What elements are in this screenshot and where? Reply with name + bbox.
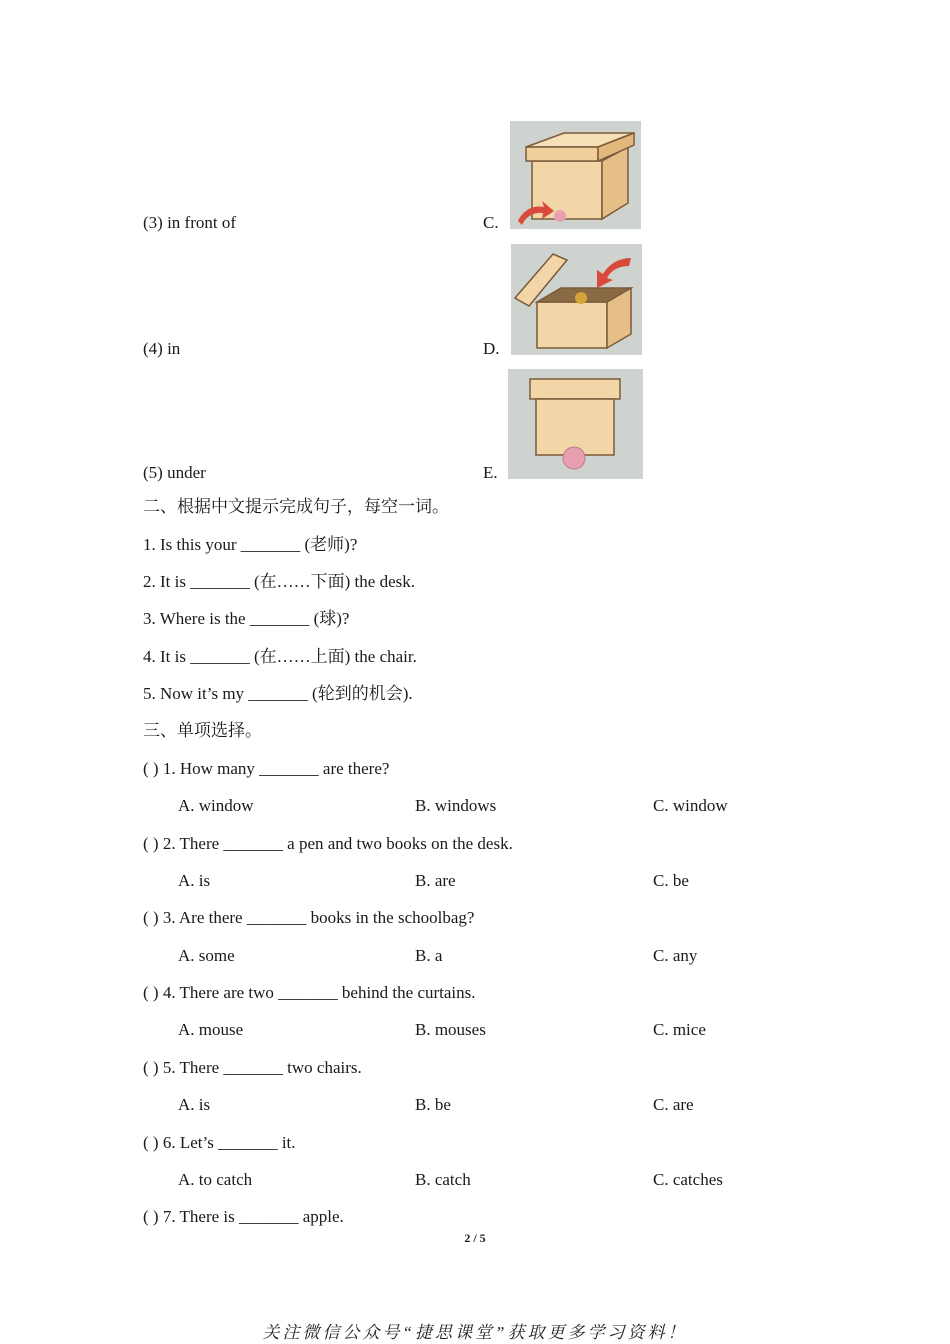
section2-heading: 二、根据中文提示完成句子，每空一词。 [143,497,449,516]
q4-option-b: B. mouses [415,1020,486,1039]
fill-item-1: 1. Is this your _______ (老师)? [143,535,358,554]
q1-option-c: C. window [653,796,728,815]
match-term-4: (4) in [143,339,181,358]
fill-item-2: 2. It is _______ (在……下面) the desk. [143,572,415,591]
box-ball-under-picture [508,369,643,479]
question-7: ( ) 7. There is _______ apple. [143,1207,344,1226]
question-2: ( ) 2. There _______ a pen and two books on the desk. [143,834,513,853]
q2-option-c: C. be [653,871,689,890]
match-term-5: (5) under [143,463,206,482]
question-1: ( ) 1. How many _______ are there? [143,759,390,778]
q1-option-b: B. windows [415,796,497,815]
footer-note: 关注微信公众号“捷思课堂”获取更多学习资料！ [262,1323,688,1342]
q4-option-a: A. mouse [178,1020,244,1039]
fill-item-5: 5. Now it’s my _______ (轮到的机会). [143,684,413,703]
question-5: ( ) 5. There _______ two chairs. [143,1058,362,1077]
fill-item-4: 4. It is _______ (在……上面) the chair. [143,647,417,666]
section3-heading: 三、单项选择。 [143,721,262,740]
q6-option-c: C. catches [653,1170,723,1189]
q3-option-b: B. a [415,946,443,965]
question-4: ( ) 4. There are two _______ behind the curtains. [143,983,476,1002]
match-letter-e: E. [483,463,498,482]
box-open-arrow-in-picture [511,244,642,355]
q2-option-a: A. is [178,871,211,890]
match-letter-d: D. [483,339,500,358]
match-term-3: (3) in front of [143,213,237,232]
fill-item-3: 3. Where is the _______ (球)? [143,609,350,628]
box-arrow-front-picture [510,121,641,229]
q5-option-b: B. be [415,1095,451,1114]
q5-option-c: C. are [653,1095,694,1114]
q6-option-b: B. catch [415,1170,471,1189]
q2-option-b: B. are [415,871,456,890]
q3-option-a: A. some [178,946,235,965]
q1-option-a: A. window [178,796,254,815]
q4-option-c: C. mice [653,1020,706,1039]
q6-option-a: A. to catch [178,1170,253,1189]
match-letter-c: C. [483,213,499,232]
page-number: 2 / 5 [464,1231,486,1245]
q3-option-c: C. any [653,946,698,965]
question-6: ( ) 6. Let’s _______ it. [143,1133,296,1152]
q5-option-a: A. is [178,1095,211,1114]
question-3: ( ) 3. Are there _______ books in the schoolbag? [143,908,475,927]
